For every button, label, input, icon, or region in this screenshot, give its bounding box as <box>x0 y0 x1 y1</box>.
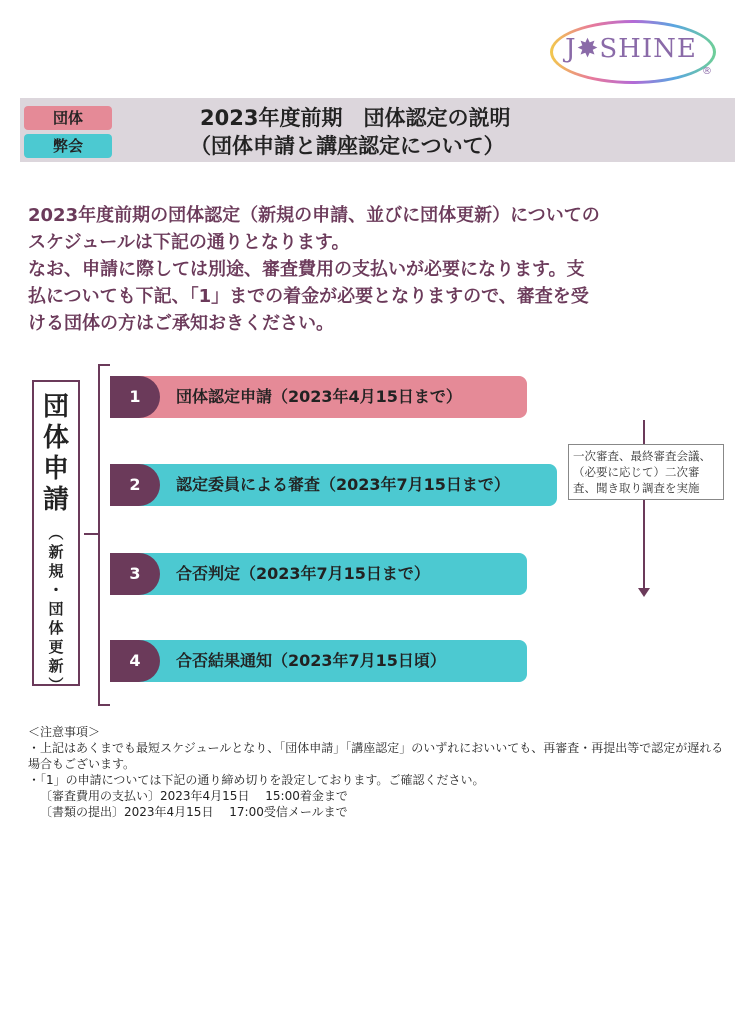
logo-text: J✸SHINE <box>565 34 697 64</box>
bracket <box>98 364 110 706</box>
intro-line: ける団体の方はご承知おきください。 <box>28 313 334 334</box>
step-4 <box>110 640 527 682</box>
deadline-item: 〔審査費用の支払い〕2023年4月15日 15:00着金まで <box>40 789 348 803</box>
note-item: ・「1」の申請については下記の通り締め切りを設定しております。ご確認ください。 <box>28 773 485 787</box>
tag-heikai: 弊会 <box>24 134 112 158</box>
side-label-sub: ︵ 新 規 ・ 団 体 更 新 ︶ <box>48 524 64 694</box>
step-number: 4 <box>110 640 160 682</box>
notes-heading: ＜注意事項＞ <box>28 725 101 739</box>
step-number: 2 <box>110 464 160 506</box>
step-1 <box>110 376 527 418</box>
step-3 <box>110 553 527 595</box>
logo-registered-mark: ® <box>702 66 712 77</box>
step-label: 団体認定申請（2023年4月15日まで） <box>176 387 462 406</box>
side-label-main: 団 体 申 請 <box>42 392 69 515</box>
intro-text <box>28 202 728 337</box>
step-label: 認定委員による審査（2023年7月15日まで） <box>176 475 510 494</box>
side-label-box <box>32 380 80 694</box>
note-item: ・上記はあくまでも最短スケジュールとなり、「団体申請」「講座認定」のいずれにおいいても、再審査・再提出等で認定が遅れる場合もございます。 <box>28 741 724 771</box>
intro-line: なお、申請に際しては別途、審査費用の支払いが必要になります。支 <box>28 259 585 280</box>
intro-line: 払についても下記、「1」までの着金が必要となりますので、審査を受 <box>28 286 589 307</box>
step-label: 合否結果通知（2023年7月15日頃） <box>176 651 446 670</box>
step-number: 3 <box>110 553 160 595</box>
tag-dantai: 団体 <box>24 106 112 130</box>
notes-section <box>28 724 728 820</box>
jshine-logo <box>546 14 718 84</box>
bracket-tick <box>84 533 98 535</box>
intro-line: 2023年度前期の団体認定（新規の申請、並びに団体更新）についての <box>28 205 600 226</box>
arrow-down-icon <box>638 588 650 597</box>
intro-line: スケジュールは下記の通りとなります。 <box>28 232 350 253</box>
page-title-line2: （団体申請と講座認定について） <box>190 134 505 158</box>
step-2 <box>110 464 557 506</box>
step-label: 合否判定（2023年7月15日まで） <box>176 564 430 583</box>
page-title-line1: 2023年度前期 団体認定の説明 <box>200 106 511 130</box>
step-number: 1 <box>110 376 160 418</box>
review-note-box: 一次審査、最終審査会議、（必要に応じて）二次審査、聞き取り調査を実施 <box>568 444 724 500</box>
deadline-item: 〔書類の提出〕2023年4月15日 17:00受信メールまで <box>40 805 348 819</box>
